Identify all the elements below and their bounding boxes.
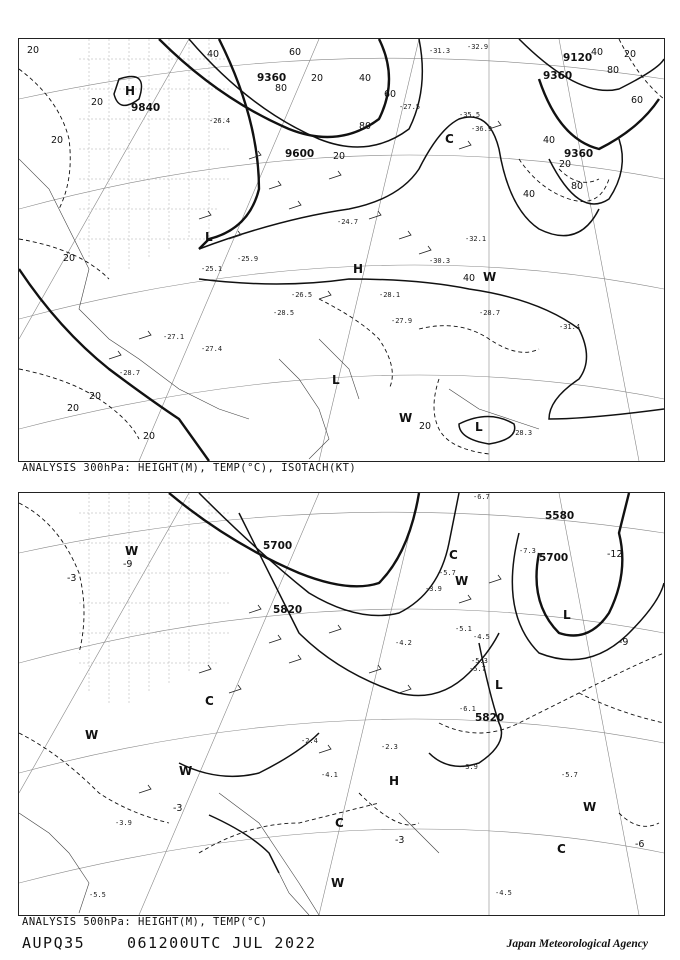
- temp-label: -3: [395, 835, 405, 846]
- temp-obs: -26.5: [291, 291, 313, 299]
- high-marker: H: [125, 84, 136, 98]
- warm-marker: W: [583, 800, 597, 814]
- temp-obs: -6.1: [459, 705, 476, 713]
- isotach-label: 40: [543, 135, 556, 146]
- temp-obs: -5.5: [89, 891, 106, 899]
- low-marker: L: [205, 230, 213, 244]
- temp-obs: -5.1: [455, 625, 472, 633]
- isotach-contours: [19, 39, 664, 454]
- temp-obs: -26.4: [209, 117, 231, 125]
- isotach-label: 20: [67, 403, 80, 414]
- height-label: 9840: [131, 102, 161, 114]
- height-label: 5700: [539, 552, 569, 564]
- chart-500hpa: [18, 492, 665, 916]
- station-observations: [119, 43, 580, 437]
- height-label: 9360: [257, 72, 287, 84]
- height-label: 9600: [285, 148, 315, 160]
- height-label: 9360: [543, 70, 573, 82]
- temp-obs: -27.9: [391, 317, 413, 325]
- isotach-label: 20: [27, 45, 40, 56]
- temp-obs: -24.7: [337, 218, 359, 226]
- temp-obs: -31.3: [429, 47, 451, 55]
- system-markers: [85, 544, 596, 890]
- isotach-label: 80: [359, 121, 372, 132]
- isotach-label: 40: [207, 49, 220, 60]
- cold-marker: C: [557, 842, 566, 856]
- isotach-label: 20: [51, 135, 64, 146]
- height-label: 5700: [263, 540, 293, 552]
- temp-obs: -6.7: [473, 493, 490, 501]
- temp-label: -9: [123, 559, 133, 570]
- issue-time: 061200UTC JUL 2022: [127, 934, 317, 952]
- isotach-label: 60: [631, 95, 644, 106]
- height-label: 5580: [545, 510, 575, 522]
- temp-obs: -25.1: [201, 265, 223, 273]
- isotach-label: 40: [591, 47, 604, 58]
- temp-obs: -27.5: [399, 103, 421, 111]
- height-label: 5820: [273, 604, 303, 616]
- temp-obs: -25.9: [237, 255, 259, 263]
- isotach-label: 20: [143, 431, 156, 442]
- height-label: 9120: [563, 52, 593, 64]
- chart-300hpa: [18, 38, 665, 462]
- height-labels: [263, 510, 574, 724]
- height-label: 5820: [475, 712, 505, 724]
- isotach-label: 20: [63, 253, 76, 264]
- warm-marker: W: [455, 574, 469, 588]
- warm-marker: W: [483, 270, 497, 284]
- cold-marker: C: [335, 816, 344, 830]
- temp-label: -6: [635, 839, 645, 850]
- isotach-label: 40: [359, 73, 372, 84]
- cold-marker: C: [445, 132, 454, 146]
- temp-obs: -5.7: [561, 771, 578, 779]
- cold-marker: C: [449, 548, 458, 562]
- low-marker: L: [563, 608, 571, 622]
- height-label: 9360: [564, 148, 594, 160]
- cold-marker: C: [205, 694, 214, 708]
- wind-barbs: [139, 575, 501, 793]
- chart-500hpa-map: [19, 493, 664, 915]
- low-marker: L: [332, 373, 340, 387]
- temp-label: -3: [67, 573, 77, 584]
- temp-obs: -28.7: [479, 309, 501, 317]
- warm-marker: W: [331, 876, 345, 890]
- height-contours: [19, 39, 664, 461]
- isotach-label: 20: [91, 97, 104, 108]
- isotach-label: 80: [607, 65, 620, 76]
- temp-obs: -30.3: [429, 257, 451, 265]
- warm-marker: W: [125, 544, 139, 558]
- temp-obs: -27.1: [163, 333, 185, 341]
- warm-marker: W: [399, 411, 413, 425]
- temp-obs: -32.9: [467, 43, 489, 51]
- isotach-label: 40: [463, 273, 476, 284]
- coastline: [19, 793, 439, 915]
- temp-obs: -2.4: [301, 737, 318, 745]
- temp-obs: -28.7: [119, 369, 141, 377]
- height-labels: [131, 52, 593, 160]
- isotach-label: 60: [289, 47, 302, 58]
- temp-obs: -4.2: [395, 639, 412, 647]
- temp-obs: -5.3: [471, 657, 488, 665]
- chart-500hpa-caption: ANALYSIS 500hPa: HEIGHT(M), TEMP(°C): [22, 916, 268, 928]
- temp-obs: -36.9: [471, 125, 493, 133]
- temp-obs: -4.5: [473, 633, 490, 641]
- temp-obs: -7.3: [519, 547, 536, 555]
- temp-obs: -3.9: [461, 763, 478, 771]
- low-marker: L: [475, 420, 483, 434]
- agency-credit: Japan Meteorological Agency: [506, 938, 648, 950]
- product-code: AUPQ35: [22, 934, 86, 952]
- temp-obs: -3.9: [425, 585, 442, 593]
- temp-label: -9: [619, 637, 629, 648]
- temp-label: -12: [607, 549, 623, 560]
- temp-obs: -4.5: [495, 889, 512, 897]
- temp-obs: -3.9: [115, 819, 132, 827]
- isotach-label: 20: [624, 49, 637, 60]
- warm-marker: W: [179, 764, 193, 778]
- low-marker: L: [495, 678, 503, 692]
- isotach-label: 80: [275, 83, 288, 94]
- temp-label: -3: [173, 803, 183, 814]
- isotach-label: 60: [384, 89, 397, 100]
- high-marker: H: [389, 774, 400, 788]
- chart-300hpa-map: [19, 39, 664, 461]
- height-contours: [169, 493, 664, 873]
- isotach-label: 80: [571, 181, 584, 192]
- high-marker: H: [353, 262, 364, 276]
- temp-obs: -27.4: [201, 345, 223, 353]
- isotach-label: 40: [523, 189, 536, 200]
- jet-hatching: [79, 493, 229, 703]
- chart-300hpa-caption: ANALYSIS 300hPa: HEIGHT(M), TEMP(°C), ISOTACH(KT): [22, 462, 357, 474]
- station-observations: [89, 493, 578, 899]
- temp-obs: -5.7: [439, 569, 456, 577]
- isotach-label: 20: [419, 421, 432, 432]
- temp-obs: -5.7: [469, 665, 486, 673]
- temp-obs: -4.1: [321, 771, 338, 779]
- temp-obs: -2.3: [381, 743, 398, 751]
- temp-obs: -28.3: [511, 429, 533, 437]
- temp-labels: [67, 549, 644, 850]
- temp-obs: -31.4: [559, 323, 581, 331]
- isotach-label: 20: [311, 73, 324, 84]
- temp-obs: -35.5: [459, 111, 481, 119]
- temp-obs: -28.5: [273, 309, 295, 317]
- isotach-label: 20: [89, 391, 102, 402]
- warm-marker: W: [85, 728, 99, 742]
- isotach-label: 20: [333, 151, 346, 162]
- temp-obs: -32.1: [465, 235, 487, 243]
- graticule: [19, 39, 664, 461]
- isotach-label: 20: [559, 159, 572, 170]
- temp-obs: -28.1: [379, 291, 401, 299]
